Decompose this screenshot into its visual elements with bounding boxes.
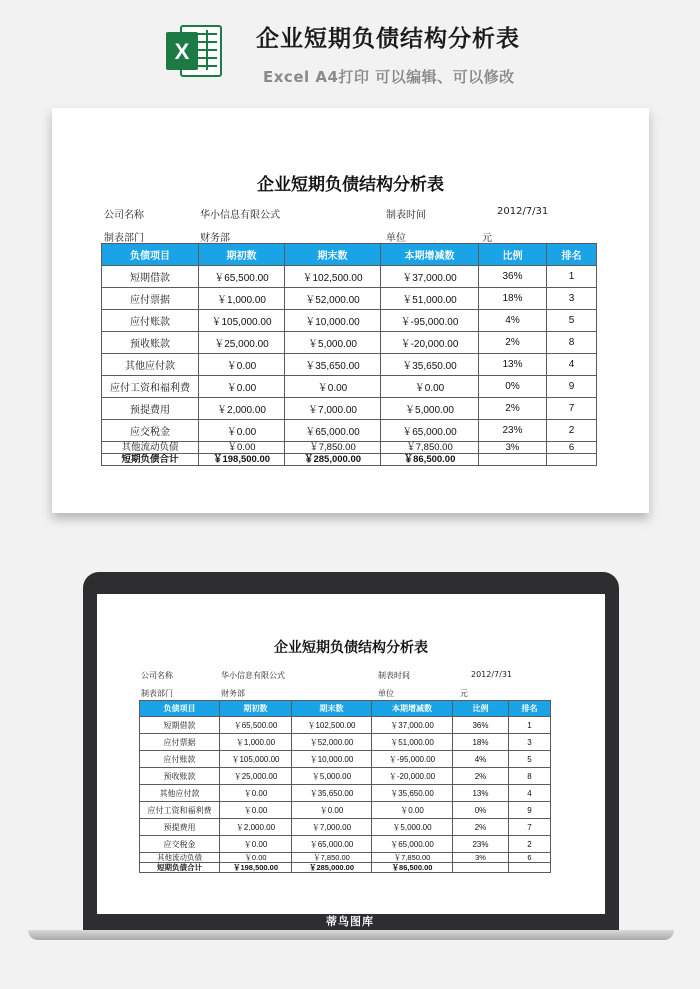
screen-column-header: 排名 — [509, 701, 551, 717]
table-cell: 应付工资和福利费 — [102, 376, 199, 398]
table-cell: 8 — [547, 332, 597, 354]
table-header-row — [102, 244, 597, 266]
screen-table-cell: 其他流动负债 — [140, 853, 220, 863]
table-cell: ￥0.00 — [199, 420, 285, 442]
screen-column-header: 比例 — [453, 701, 509, 717]
screen-dept-label: 制表部门 — [141, 689, 173, 698]
table-row — [102, 442, 597, 454]
table-row — [102, 266, 597, 288]
screen-table-cell: 2% — [453, 819, 509, 836]
screen-table-cell: ￥65,500.00 — [220, 717, 292, 734]
screen-table-cell: ￥7,850.00 — [372, 853, 453, 863]
company-label: 公司名称 — [104, 210, 144, 221]
screen-date-label: 制表时间 — [378, 671, 410, 680]
screen-table-row — [140, 768, 551, 785]
screen-table-cell: 6 — [509, 853, 551, 863]
screen-table-cell: ￥7,850.00 — [292, 853, 372, 863]
screen-table-cell: ￥10,000.00 — [292, 751, 372, 768]
table-cell: ￥35,650.00 — [381, 354, 479, 376]
screen-table-cell: ￥105,000.00 — [220, 751, 292, 768]
table-cell: ￥0.00 — [199, 354, 285, 376]
total-cell: 短期负债合计 — [102, 454, 199, 466]
screen-column-header: 负债项目 — [140, 701, 220, 717]
total-row — [102, 454, 597, 466]
table-cell: 36% — [479, 266, 547, 288]
screen-table-cell: ￥0.00 — [220, 802, 292, 819]
screen-table-cell: 预提费用 — [140, 819, 220, 836]
total-cell: ￥86,500.00 — [381, 454, 479, 466]
screen-table-cell: ￥7,000.00 — [292, 819, 372, 836]
total-cell — [547, 454, 597, 466]
screen-table-cell: 4 — [509, 785, 551, 802]
table-cell: ￥2,000.00 — [199, 398, 285, 420]
screen-table-cell: 3 — [509, 734, 551, 751]
screen-table-cell: ￥0.00 — [220, 853, 292, 863]
table-cell: 其他应付款 — [102, 354, 199, 376]
screen-table-cell: 1 — [509, 717, 551, 734]
screen-total-cell: ￥86,500.00 — [372, 863, 453, 873]
screen-total-cell: ￥285,000.00 — [292, 863, 372, 873]
table-row — [102, 332, 597, 354]
table-cell: ￥0.00 — [199, 376, 285, 398]
screen-unit-label: 单位 — [378, 689, 394, 698]
screen-table-cell: 4% — [453, 751, 509, 768]
column-header: 本期增减数 — [381, 244, 479, 266]
screen-table-cell: ￥-95,000.00 — [372, 751, 453, 768]
column-header: 排名 — [547, 244, 597, 266]
table-cell: 2% — [479, 398, 547, 420]
table-cell: 3 — [547, 288, 597, 310]
table-cell: ￥51,000.00 — [381, 288, 479, 310]
screen-table-cell: 2% — [453, 768, 509, 785]
screen-table-cell: 2 — [509, 836, 551, 853]
liability-table — [101, 243, 597, 466]
screen-total-cell: 短期负债合计 — [140, 863, 220, 873]
table-cell: 预提费用 — [102, 398, 199, 420]
screen-table-row — [140, 785, 551, 802]
table-cell: 6 — [547, 442, 597, 454]
table-cell: 2 — [547, 420, 597, 442]
table-cell: ￥37,000.00 — [381, 266, 479, 288]
table-cell: ￥-95,000.00 — [381, 310, 479, 332]
table-cell: 13% — [479, 354, 547, 376]
screen-total-cell — [509, 863, 551, 873]
sheet-preview — [52, 108, 649, 513]
laptop-brand-label: 蒂鸟图库 — [326, 915, 374, 928]
total-cell: ￥198,500.00 — [199, 454, 285, 466]
screen-table-cell: 短期借款 — [140, 717, 220, 734]
table-row — [102, 354, 597, 376]
table-cell: 预收账款 — [102, 332, 199, 354]
screen-table-cell: 预收账款 — [140, 768, 220, 785]
unit-label: 单位 — [386, 233, 406, 244]
date-value: 2012/7/31 — [497, 206, 549, 217]
screen-unit-value: 元 — [460, 689, 468, 698]
screen-table-cell: 8 — [509, 768, 551, 785]
table-cell: ￥0.00 — [285, 376, 381, 398]
column-header: 期末数 — [285, 244, 381, 266]
screen-table-cell: 应交税金 — [140, 836, 220, 853]
screen-table-row — [140, 836, 551, 853]
screen-column-header: 本期增减数 — [372, 701, 453, 717]
table-cell: 5 — [547, 310, 597, 332]
screen-total-cell — [453, 863, 509, 873]
screen-table-cell: 23% — [453, 836, 509, 853]
table-cell: ￥0.00 — [381, 376, 479, 398]
screen-table-cell: ￥0.00 — [292, 802, 372, 819]
screen-table-row — [140, 819, 551, 836]
table-cell: 7 — [547, 398, 597, 420]
screen-table-cell: ￥0.00 — [372, 802, 453, 819]
screen-table-cell: ￥52,000.00 — [292, 734, 372, 751]
screen-table-row — [140, 734, 551, 751]
table-cell: 2% — [479, 332, 547, 354]
banner-subtitle: Excel A4打印 可以编辑、可以修改 — [263, 68, 515, 86]
screen-table-cell: 18% — [453, 734, 509, 751]
table-row — [102, 376, 597, 398]
screen-company-label: 公司名称 — [141, 671, 173, 680]
screen-table-cell: ￥25,000.00 — [220, 768, 292, 785]
table-row — [102, 288, 597, 310]
screen-table-cell: ￥5,000.00 — [372, 819, 453, 836]
screen-table-row — [140, 853, 551, 863]
screen-table-cell: 36% — [453, 717, 509, 734]
table-cell: ￥7,850.00 — [285, 442, 381, 454]
screen-column-header: 期末数 — [292, 701, 372, 717]
table-cell: ￥25,000.00 — [199, 332, 285, 354]
table-cell: 3% — [479, 442, 547, 454]
laptop-screen — [97, 594, 605, 914]
screen-table-cell: ￥5,000.00 — [292, 768, 372, 785]
screen-table-cell: ￥51,000.00 — [372, 734, 453, 751]
screen-table-cell: 3% — [453, 853, 509, 863]
screen-table-row — [140, 717, 551, 734]
unit-value: 元 — [482, 233, 492, 244]
screen-column-header: 期初数 — [220, 701, 292, 717]
total-cell — [479, 454, 547, 466]
sheet-title: 企业短期负债结构分析表 — [257, 175, 444, 195]
screen-table-cell: 9 — [509, 802, 551, 819]
table-cell: 9 — [547, 376, 597, 398]
screen-total-row — [140, 863, 551, 873]
company-value: 华小信息有限公式 — [200, 210, 280, 221]
table-cell: 4% — [479, 310, 547, 332]
screen-dept-value: 财务部 — [221, 689, 245, 698]
column-header: 期初数 — [199, 244, 285, 266]
screen-table-cell: ￥0.00 — [220, 785, 292, 802]
screen-table-cell: ￥35,650.00 — [372, 785, 453, 802]
screen-table-row — [140, 751, 551, 768]
screen-table-cell: ￥1,000.00 — [220, 734, 292, 751]
screen-liability-table — [139, 700, 551, 873]
screen-table-cell: ￥65,000.00 — [372, 836, 453, 853]
screen-table-cell: 应付工资和福利费 — [140, 802, 220, 819]
screen-table-cell: 其他应付款 — [140, 785, 220, 802]
screen-sheet-title: 企业短期负债结构分析表 — [274, 640, 428, 656]
table-cell: ￥35,650.00 — [285, 354, 381, 376]
screen-table-cell: 应付票据 — [140, 734, 220, 751]
table-cell: ￥0.00 — [199, 442, 285, 454]
screen-table-cell: ￥65,000.00 — [292, 836, 372, 853]
screen-table-cell: ￥102,500.00 — [292, 717, 372, 734]
table-cell: ￥52,000.00 — [285, 288, 381, 310]
table-cell: ￥65,000.00 — [381, 420, 479, 442]
table-cell: ￥-20,000.00 — [381, 332, 479, 354]
table-cell: ￥65,500.00 — [199, 266, 285, 288]
screen-table-cell: ￥2,000.00 — [220, 819, 292, 836]
screen-table-header-row — [140, 701, 551, 717]
excel-logo-icon — [163, 20, 225, 82]
table-cell: 1 — [547, 266, 597, 288]
table-cell: ￥7,000.00 — [285, 398, 381, 420]
table-row — [102, 398, 597, 420]
screen-table-row — [140, 802, 551, 819]
table-cell: ￥1,000.00 — [199, 288, 285, 310]
screen-table-cell: 5 — [509, 751, 551, 768]
screen-company-value: 华小信息有限公式 — [221, 671, 285, 680]
table-cell: ￥65,000.00 — [285, 420, 381, 442]
screen-table-cell: 0% — [453, 802, 509, 819]
table-cell: ￥5,000.00 — [381, 398, 479, 420]
table-cell: 应付账款 — [102, 310, 199, 332]
screen-table-cell: ￥-20,000.00 — [372, 768, 453, 785]
svg-text:X: X — [174, 39, 190, 64]
table-row — [102, 420, 597, 442]
dept-label: 制表部门 — [104, 233, 144, 244]
laptop-base — [28, 930, 674, 940]
date-label: 制表时间 — [386, 210, 426, 221]
table-cell: 4 — [547, 354, 597, 376]
table-cell: ￥7,850.00 — [381, 442, 479, 454]
table-cell: 应付票据 — [102, 288, 199, 310]
banner-title: 企业短期负债结构分析表 — [256, 26, 520, 52]
table-cell: ￥105,000.00 — [199, 310, 285, 332]
screen-table-cell: 13% — [453, 785, 509, 802]
screen-total-cell: ￥198,500.00 — [220, 863, 292, 873]
table-cell: ￥5,000.00 — [285, 332, 381, 354]
dept-value: 财务部 — [200, 233, 230, 244]
total-cell: ￥285,000.00 — [285, 454, 381, 466]
table-cell: 应交税金 — [102, 420, 199, 442]
table-row — [102, 310, 597, 332]
screen-table-cell: ￥37,000.00 — [372, 717, 453, 734]
screen-table-cell: 7 — [509, 819, 551, 836]
table-cell: ￥102,500.00 — [285, 266, 381, 288]
table-cell: 0% — [479, 376, 547, 398]
table-cell: 18% — [479, 288, 547, 310]
screen-date-value: 2012/7/31 — [471, 670, 513, 679]
screen-table-cell: ￥35,650.00 — [292, 785, 372, 802]
screen-table-cell: 应付账款 — [140, 751, 220, 768]
table-cell: ￥10,000.00 — [285, 310, 381, 332]
screen-table-cell: ￥0.00 — [220, 836, 292, 853]
column-header: 负债项目 — [102, 244, 199, 266]
table-cell: 短期借款 — [102, 266, 199, 288]
column-header: 比例 — [479, 244, 547, 266]
table-cell: 23% — [479, 420, 547, 442]
table-cell: 其他流动负债 — [102, 442, 199, 454]
